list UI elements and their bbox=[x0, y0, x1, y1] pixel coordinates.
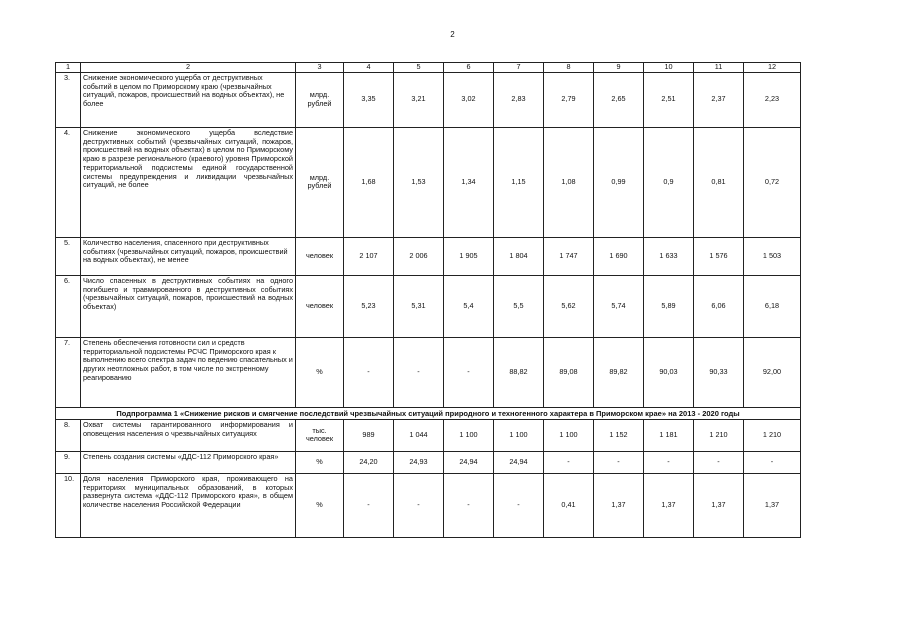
value-cell: 1 100 bbox=[544, 419, 594, 451]
value-cell: 90,03 bbox=[644, 337, 694, 407]
column-number-header: 12 bbox=[744, 63, 801, 73]
value-cell: 0,72 bbox=[744, 127, 801, 237]
table-row bbox=[56, 72, 801, 127]
value-cell: 5,74 bbox=[594, 275, 644, 337]
value-cell: 5,62 bbox=[544, 275, 594, 337]
value-cell: 1,15 bbox=[494, 127, 544, 237]
column-number-header: 8 bbox=[544, 63, 594, 73]
table-row bbox=[56, 337, 801, 407]
value-cell: - bbox=[344, 473, 394, 537]
value-cell: 0,99 bbox=[594, 127, 644, 237]
indicator-name: Степень создания системы «ДДС-112 Приморского края» bbox=[81, 451, 296, 473]
value-cell: 88,82 bbox=[494, 337, 544, 407]
subprogram-row bbox=[56, 407, 801, 419]
value-cell: 24,93 bbox=[394, 451, 444, 473]
unit-cell: % bbox=[296, 473, 344, 537]
value-cell: - bbox=[394, 473, 444, 537]
unit-cell: млрд. рублей bbox=[296, 72, 344, 127]
row-number: 8. bbox=[56, 419, 81, 451]
indicator-name: Число спасенных в деструктивных событиях на одного погибшего и травмированного в деструктивных событиях (чрезвычайных ситуаций, пожаров, происшествий на водных объектах) bbox=[81, 275, 296, 337]
value-cell: 2,79 bbox=[544, 72, 594, 127]
value-cell: - bbox=[644, 451, 694, 473]
row-number: 9. bbox=[56, 451, 81, 473]
value-cell: 0,81 bbox=[694, 127, 744, 237]
column-number-header: 4 bbox=[344, 63, 394, 73]
value-cell: 2,23 bbox=[744, 72, 801, 127]
value-cell: 1 152 bbox=[594, 419, 644, 451]
value-cell: 3,02 bbox=[444, 72, 494, 127]
value-cell: 24,94 bbox=[444, 451, 494, 473]
table-row bbox=[56, 451, 801, 473]
table-row bbox=[56, 275, 801, 337]
table-row bbox=[56, 473, 801, 537]
unit-cell: человек bbox=[296, 275, 344, 337]
column-number-header: 7 bbox=[494, 63, 544, 73]
column-number-header: 5 bbox=[394, 63, 444, 73]
value-cell: 1,53 bbox=[394, 127, 444, 237]
value-cell: 1 503 bbox=[744, 237, 801, 275]
value-cell: 3,35 bbox=[344, 72, 394, 127]
value-cell: - bbox=[394, 337, 444, 407]
value-cell: 1,37 bbox=[644, 473, 694, 537]
value-cell: 2 107 bbox=[344, 237, 394, 275]
column-number-header: 1 bbox=[56, 63, 81, 73]
column-number-header: 3 bbox=[296, 63, 344, 73]
indicator-name: Снижение экономического ущерба от деструктивных событий в целом по Приморскому краю (чрезвычайных ситуаций, пожаров, происшествий на водных объектах), не более bbox=[81, 72, 296, 127]
value-cell: 1 905 bbox=[444, 237, 494, 275]
value-cell: 2,65 bbox=[594, 72, 644, 127]
row-number: 5. bbox=[56, 237, 81, 275]
header-row bbox=[56, 63, 801, 73]
value-cell: 5,5 bbox=[494, 275, 544, 337]
value-cell: 24,20 bbox=[344, 451, 394, 473]
value-cell: 1 210 bbox=[744, 419, 801, 451]
value-cell: 1,08 bbox=[544, 127, 594, 237]
unit-cell: тыс. человек bbox=[296, 419, 344, 451]
indicator-name: Степень обеспечения готовности сил и средств территориальной подсистемы РСЧС Приморского края к выполнению всего спектра задач по ведению спасательных и других неотложных работ, в том числе по экстренному реагированию bbox=[81, 337, 296, 407]
value-cell: 6,06 bbox=[694, 275, 744, 337]
value-cell: 0,41 bbox=[544, 473, 594, 537]
value-cell: 1 210 bbox=[694, 419, 744, 451]
value-cell: 1,34 bbox=[444, 127, 494, 237]
value-cell: 1 747 bbox=[544, 237, 594, 275]
table-row bbox=[56, 237, 801, 275]
value-cell: 1 576 bbox=[694, 237, 744, 275]
value-cell: 989 bbox=[344, 419, 394, 451]
value-cell: 1 804 bbox=[494, 237, 544, 275]
value-cell: 1,68 bbox=[344, 127, 394, 237]
column-number-header: 10 bbox=[644, 63, 694, 73]
value-cell: - bbox=[444, 337, 494, 407]
value-cell: 92,00 bbox=[744, 337, 801, 407]
value-cell: 2,51 bbox=[644, 72, 694, 127]
value-cell: 2,83 bbox=[494, 72, 544, 127]
indicators-table bbox=[55, 62, 801, 538]
value-cell: 1 690 bbox=[594, 237, 644, 275]
value-cell: - bbox=[594, 451, 644, 473]
indicator-name: Количество населения, спасенного при деструктивных событиях (чрезвычайных ситуаций, пожаров, происшествий на водных объектах), не менее bbox=[81, 237, 296, 275]
value-cell: 1 100 bbox=[444, 419, 494, 451]
value-cell: 1,37 bbox=[744, 473, 801, 537]
value-cell: 1,37 bbox=[694, 473, 744, 537]
value-cell: 89,82 bbox=[594, 337, 644, 407]
column-number-header: 6 bbox=[444, 63, 494, 73]
indicator-name: Снижение экономического ущерба вследствие деструктивных событий (чрезвычайных ситуаций, пожаров, происшествий на водных объектах) в целом по Приморскому краю в разрезе регионального (краевого) уровня Приморской территориальной подсистемы единой государственной системы предупреждения и ликвидации чрезвычайных ситуаций, не более bbox=[81, 127, 296, 237]
value-cell: 5,23 bbox=[344, 275, 394, 337]
value-cell: - bbox=[744, 451, 801, 473]
value-cell: 3,21 bbox=[394, 72, 444, 127]
value-cell: 0,9 bbox=[644, 127, 694, 237]
value-cell: 5,4 bbox=[444, 275, 494, 337]
unit-cell: % bbox=[296, 337, 344, 407]
value-cell: 1 044 bbox=[394, 419, 444, 451]
row-number: 7. bbox=[56, 337, 81, 407]
value-cell: 90,33 bbox=[694, 337, 744, 407]
indicator-name: Охват системы гарантированного информирования и оповещения населения о чрезвычайных ситуациях bbox=[81, 419, 296, 451]
value-cell: - bbox=[344, 337, 394, 407]
column-number-header: 11 bbox=[694, 63, 744, 73]
unit-cell: % bbox=[296, 451, 344, 473]
row-number: 10. bbox=[56, 473, 81, 537]
value-cell: 1,37 bbox=[594, 473, 644, 537]
column-number-header: 2 bbox=[81, 63, 296, 73]
value-cell: 89,08 bbox=[544, 337, 594, 407]
value-cell: 1 633 bbox=[644, 237, 694, 275]
indicator-name: Доля населения Приморского края, проживающего на территориях муниципальных образований, в которых развернута система «ДДС-112 Приморского края», в общем количестве населения Российской Федерации bbox=[81, 473, 296, 537]
value-cell: 2,37 bbox=[694, 72, 744, 127]
value-cell: 5,31 bbox=[394, 275, 444, 337]
value-cell: 1 100 bbox=[494, 419, 544, 451]
value-cell: 1 181 bbox=[644, 419, 694, 451]
page-number: 2 bbox=[450, 30, 455, 39]
column-number-header: 9 bbox=[594, 63, 644, 73]
unit-cell: человек bbox=[296, 237, 344, 275]
row-number: 6. bbox=[56, 275, 81, 337]
value-cell: - bbox=[494, 473, 544, 537]
value-cell: 24,94 bbox=[494, 451, 544, 473]
value-cell: - bbox=[694, 451, 744, 473]
table-row bbox=[56, 127, 801, 237]
row-number: 4. bbox=[56, 127, 81, 237]
value-cell: - bbox=[544, 451, 594, 473]
unit-cell: млрд. рублей bbox=[296, 127, 344, 237]
row-number: 3. bbox=[56, 72, 81, 127]
value-cell: 5,89 bbox=[644, 275, 694, 337]
subprogram-title: Подпрограмма 1 «Снижение рисков и смягчение последствий чрезвычайных ситуаций природного и техногенного характера в Приморском крае» на 2013 - 2020 годы bbox=[56, 407, 801, 419]
value-cell: - bbox=[444, 473, 494, 537]
table-row bbox=[56, 419, 801, 451]
value-cell: 6,18 bbox=[744, 275, 801, 337]
value-cell: 2 006 bbox=[394, 237, 444, 275]
